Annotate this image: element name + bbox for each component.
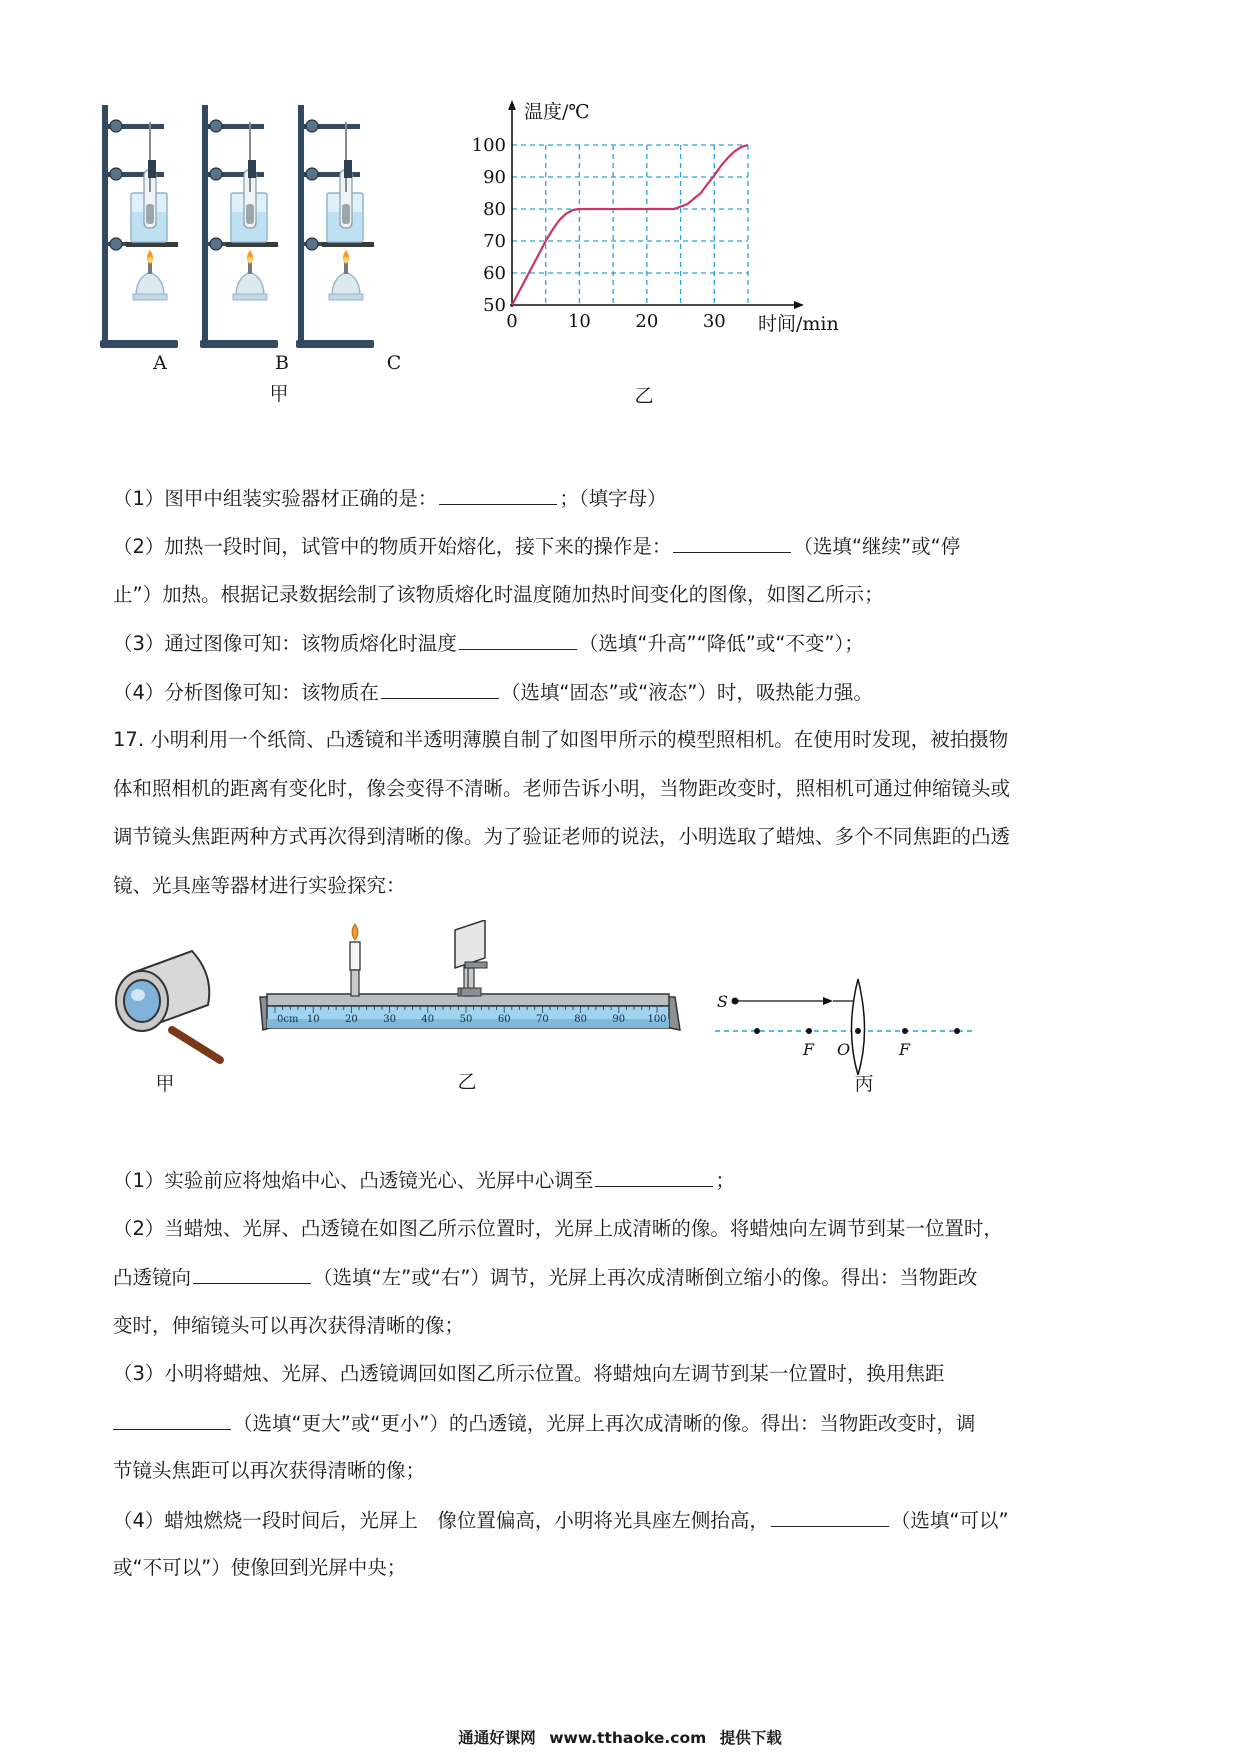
ruler-label: 0cm	[277, 1014, 299, 1025]
point-f-right	[902, 1028, 908, 1034]
chart-series-line	[512, 145, 748, 305]
q17-line-2: 体和照相机的距离有变化时，像会变得不清晰。老师告诉小明，当物距改变时，照相机可通过伸缩镜头或	[113, 777, 1011, 800]
point-2f-left	[754, 1028, 760, 1034]
q17-part-4-line2: 或“不可以”）使像回到光屏中央；	[113, 1556, 407, 1579]
q16-p2-blank[interactable]	[673, 532, 791, 553]
y-tick-label: 100	[471, 135, 506, 156]
caption-yi-2: 乙	[457, 1071, 477, 1093]
label-f-right: F	[899, 1040, 911, 1059]
q16-p1-blank[interactable]	[439, 484, 557, 505]
point-f-left	[806, 1028, 812, 1034]
ruler-label: 80	[574, 1014, 587, 1025]
q16-part-1	[113, 484, 667, 513]
ruler-label: 10	[306, 1014, 320, 1025]
point-o	[855, 1028, 861, 1034]
label-o: O	[837, 1040, 851, 1059]
footer-tail: 提供下载	[719, 1729, 782, 1747]
q16-p1-prefix: （1）图甲中组装实验器材正确的是：	[113, 487, 438, 510]
ruler-label: 90	[612, 1014, 626, 1025]
y-tick-label: 60	[483, 263, 506, 284]
figure-optical-bench	[255, 920, 685, 1055]
x-axis-arrow	[794, 301, 804, 309]
ruler-label: 100	[647, 1014, 667, 1025]
ruler-label: 30	[383, 1014, 396, 1025]
point-2f-right	[954, 1028, 960, 1034]
q16-part-3	[113, 629, 864, 658]
y-tick-label: 80	[483, 199, 506, 220]
q17-part-3-line1: （3）小明将蜡烛、光屏、凸透镜调回如图乙所示位置。将蜡烛向左调节到某一位置时，换用焦距	[113, 1362, 945, 1385]
stand-b	[200, 105, 278, 348]
y-tick-label: 90	[483, 167, 506, 188]
ruler-label: 60	[497, 1014, 511, 1025]
x-tick-label: 0	[506, 311, 518, 332]
figure-lens-diagram	[705, 975, 985, 1075]
q16-p4-prefix: （4）分析图像可知：该物质在	[113, 681, 379, 704]
caption-jia-1: 甲	[269, 383, 289, 405]
q16-p2-prefix: （2）加热一段时间，试管中的物质开始熔化，接下来的操作是：	[113, 535, 672, 558]
q17-p2-prefix: 凸透镜向	[113, 1266, 192, 1289]
q16-p4-suffix: （选填“固态”或“液态”）时，吸热能力强。	[500, 681, 873, 704]
q16-part-4	[113, 678, 873, 707]
q16-p3-blank[interactable]	[459, 629, 577, 650]
q17-p4-suffix: （选填“可以”	[890, 1509, 1009, 1532]
y-tick-label: 70	[483, 231, 506, 252]
caption-bing: 丙	[854, 1073, 874, 1095]
q17-p3-suffix: （选填“更大”或“更小”）的凸透镜，光屏上再次成清晰的像。得出：当物距改变时，调	[233, 1412, 976, 1435]
y-axis-arrow	[508, 100, 516, 110]
q17-p1-prefix: （1）实验前应将烛焰中心、凸透镜光心、光屏中心调至	[113, 1169, 594, 1192]
q16-part-2-line2: 止”）加热。根据记录数据绘制了该物质熔化时温度随加热时间变化的图像，如图乙所示；	[113, 583, 884, 606]
q17-line-4: 镜、光具座等器材进行实验探究：	[113, 874, 406, 897]
stand-c	[296, 105, 374, 348]
q17-part-1	[113, 1166, 735, 1195]
label-f-left: F	[803, 1040, 815, 1059]
ruler-label: 40	[421, 1014, 435, 1025]
x-tick-label: 10	[567, 311, 591, 332]
caption-yi-1: 乙	[634, 385, 654, 407]
lens-outline	[852, 979, 865, 1075]
ruler-label: 20	[345, 1014, 358, 1025]
ruler-label: 50	[459, 1014, 473, 1025]
q16-p1-suffix: ；（填字母）	[559, 487, 667, 510]
stand-label-b: B	[275, 352, 289, 374]
caption-jia-2: 甲	[155, 1073, 175, 1095]
q17-p2-blank[interactable]	[193, 1263, 311, 1284]
chart-grid	[512, 145, 748, 305]
q17-part-3-line3: 节镜头焦距可以再次获得清晰的像；	[113, 1459, 426, 1482]
q17-part-3-line2	[113, 1409, 975, 1438]
y-axis-label: 温度/℃	[524, 101, 590, 123]
x-tick-label: 30	[702, 311, 726, 332]
candle	[350, 924, 360, 996]
footer-url[interactable]: www.tthaoke.com	[549, 1729, 707, 1747]
q17-p3-blank[interactable]	[113, 1409, 231, 1430]
figure-model-camera	[112, 945, 232, 1070]
light-screen	[455, 920, 487, 996]
footer-site-name: 通通好课网	[458, 1729, 536, 1747]
stand-label-c: C	[386, 352, 402, 374]
stand-a	[100, 105, 178, 348]
q17-p4-blank[interactable]	[771, 1506, 889, 1527]
q16-p3-prefix: （3）通过图像可知：该物质熔化时温度	[113, 632, 457, 655]
x-tick-label: 20	[635, 311, 659, 332]
x-axis-label: 时间/min	[758, 313, 839, 335]
series-line	[512, 145, 748, 305]
q17-p4-prefix: （4）蜡烛燃烧一段时间后，光屏上 像位置偏高，小明将光具座左侧抬高，	[113, 1509, 769, 1532]
stand-label-a: A	[153, 352, 167, 374]
page-footer	[0, 1726, 1240, 1748]
chart-axes	[508, 100, 804, 309]
q16-p4-blank[interactable]	[381, 678, 499, 699]
q16-p3-suffix: （选填“升高”“降低”或“不变”）；	[578, 632, 864, 655]
label-s: S	[717, 992, 728, 1011]
q16-p2-suffix: （选填“继续”或“停	[793, 535, 961, 558]
chart-temperature-time	[465, 100, 925, 410]
q17-part-4	[113, 1506, 1009, 1535]
q17-part-2-line2	[113, 1263, 977, 1292]
ruler-label: 70	[536, 1014, 549, 1025]
q17-line-1: 17. 小明利用一个纸筒、凸透镜和半透明薄膜自制了如图甲所示的模型照相机。在使用时发现，被拍摄物	[113, 728, 1009, 751]
q17-part-2-line3: 变时，伸缩镜头可以再次获得清晰的像；	[113, 1314, 465, 1337]
q17-p1-blank[interactable]	[595, 1166, 713, 1187]
q17-part-2-line1: （2）当蜡烛、光屏、凸透镜在如图乙所示位置时，光屏上成清晰的像。将蜡烛向左调节到某一位置时，	[113, 1217, 1003, 1240]
q17-p1-suffix: ；	[715, 1169, 735, 1192]
chart-tick-labels	[472, 101, 839, 335]
q17-p2-suffix: （选填“左”或“右”）调节，光屏上再次成清晰倒立缩小的像。得出：当物距改	[313, 1266, 978, 1289]
q16-part-2	[113, 532, 960, 561]
y-tick-label: 50	[483, 295, 506, 316]
q17-line-3: 调节镜头焦距两种方式再次得到清晰的像。为了验证老师的说法，小明选取了蜡烛、多个不同焦距的凸透	[113, 825, 1011, 848]
